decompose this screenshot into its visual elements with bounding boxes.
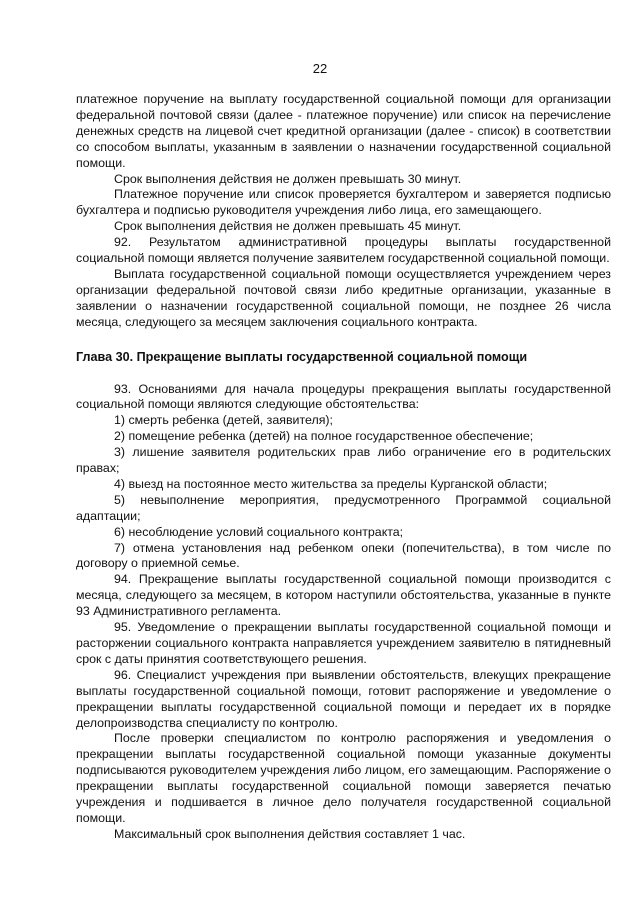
- page-number: 22: [312, 61, 328, 76]
- chapter-title: Глава 30. Прекращение выплаты государственной социальной помощи: [76, 349, 528, 364]
- paragraph: 93. Основаниями для начала процедуры прекращения выплаты государственной социальной помощи являются следующие обстоятельства:: [76, 381, 611, 412]
- paragraph: 96. Специалист учреждения при выявлении обстоятельств, влекущих прекращение выплаты государственной социальной помощи, готовит распоряжение и уведомление о прекращении выплаты государственной социальной помощи и передает их в порядке делопроизводства специалисту по контролю.: [76, 667, 611, 730]
- paragraph: 92. Результатом административной процедуры выплаты государственной социальной помощи является получение заявителем государственной социальной помощи.: [76, 235, 611, 266]
- paragraph: Выплата государственной социальной помощи осуществляется учреждением через организации федеральной почтовой связи либо кредитные организации, указанные в заявлении о назначении государственной социальной помощи, не позднее 26 числа месяца, следующего за месяцем заключения социального контракта.: [76, 266, 611, 329]
- document-body: [76, 92, 611, 843]
- list-item: 3) лишение заявителя родительских прав либо ограничение его в родительских правах;: [76, 445, 611, 476]
- list-item: 7) отмена установления над ребенком опеки (попечительства), в том числе по договору о приемной семье.: [76, 540, 611, 571]
- paragraph: платежное поручение на выплату государственной социальной помощи для организации федеральной почтовой связи (далее - платежное поручение) или список на перечисление денежных средств на лицевой счет кредитной организации (далее - список) в соответствии со способом выплаты, указанным в заявлении о назначении государственной социальной помощи.: [76, 92, 611, 170]
- list-item: 5) невыполнение мероприятия, предусмотренного Программой социальной адаптации;: [76, 492, 611, 523]
- paragraph: Срок выполнения действия не должен превышать 45 минут.: [114, 219, 462, 234]
- paragraph: 95. Уведомление о прекращении выплаты государственной социальной помощи и расторжении социального контракта направляется учреждением заявителю в пятидневный срок с даты принятия соответствующего решения.: [76, 620, 611, 666]
- list-item: 1) смерть ребенка (детей, заявителя);: [114, 413, 333, 428]
- list-item: 6) несоблюдение условий социального контракта;: [114, 524, 404, 539]
- paragraph: Платежное поручение или список проверяется бухгалтером и заверяется подписью бухгалтера и подписью руководителя учреждения либо лица, его замещающего.: [76, 187, 611, 218]
- list-item: 4) выезд на постоянное место жительства за пределы Курганской области;: [114, 476, 548, 491]
- paragraph: Максимальный срок выполнения действия составляет 1 час.: [114, 826, 466, 841]
- paragraph: После проверки специалистом по контролю распоряжения и уведомления о прекращении выплаты государственной социальной помощи указанные документы подписываются руководителем учреждения либо лицом, его замещающим. Распоряжение о прекращении выплаты государственной социальной помощи заверяется печатью учреждения и подшивается в личное дело получателя государственной социальной помощи.: [76, 731, 611, 825]
- paragraph: 94. Прекращение выплаты государственной социальной помощи производится с месяца, следующего за месяцем, в котором наступили обстоятельства, указанные в пункте 93 Административного регламента.: [76, 572, 611, 619]
- paragraph: Срок выполнения действия не должен превышать 30 минут.: [114, 171, 462, 186]
- list-item: 2) помещение ребенка (детей) на полное государственное обеспечение;: [114, 429, 534, 444]
